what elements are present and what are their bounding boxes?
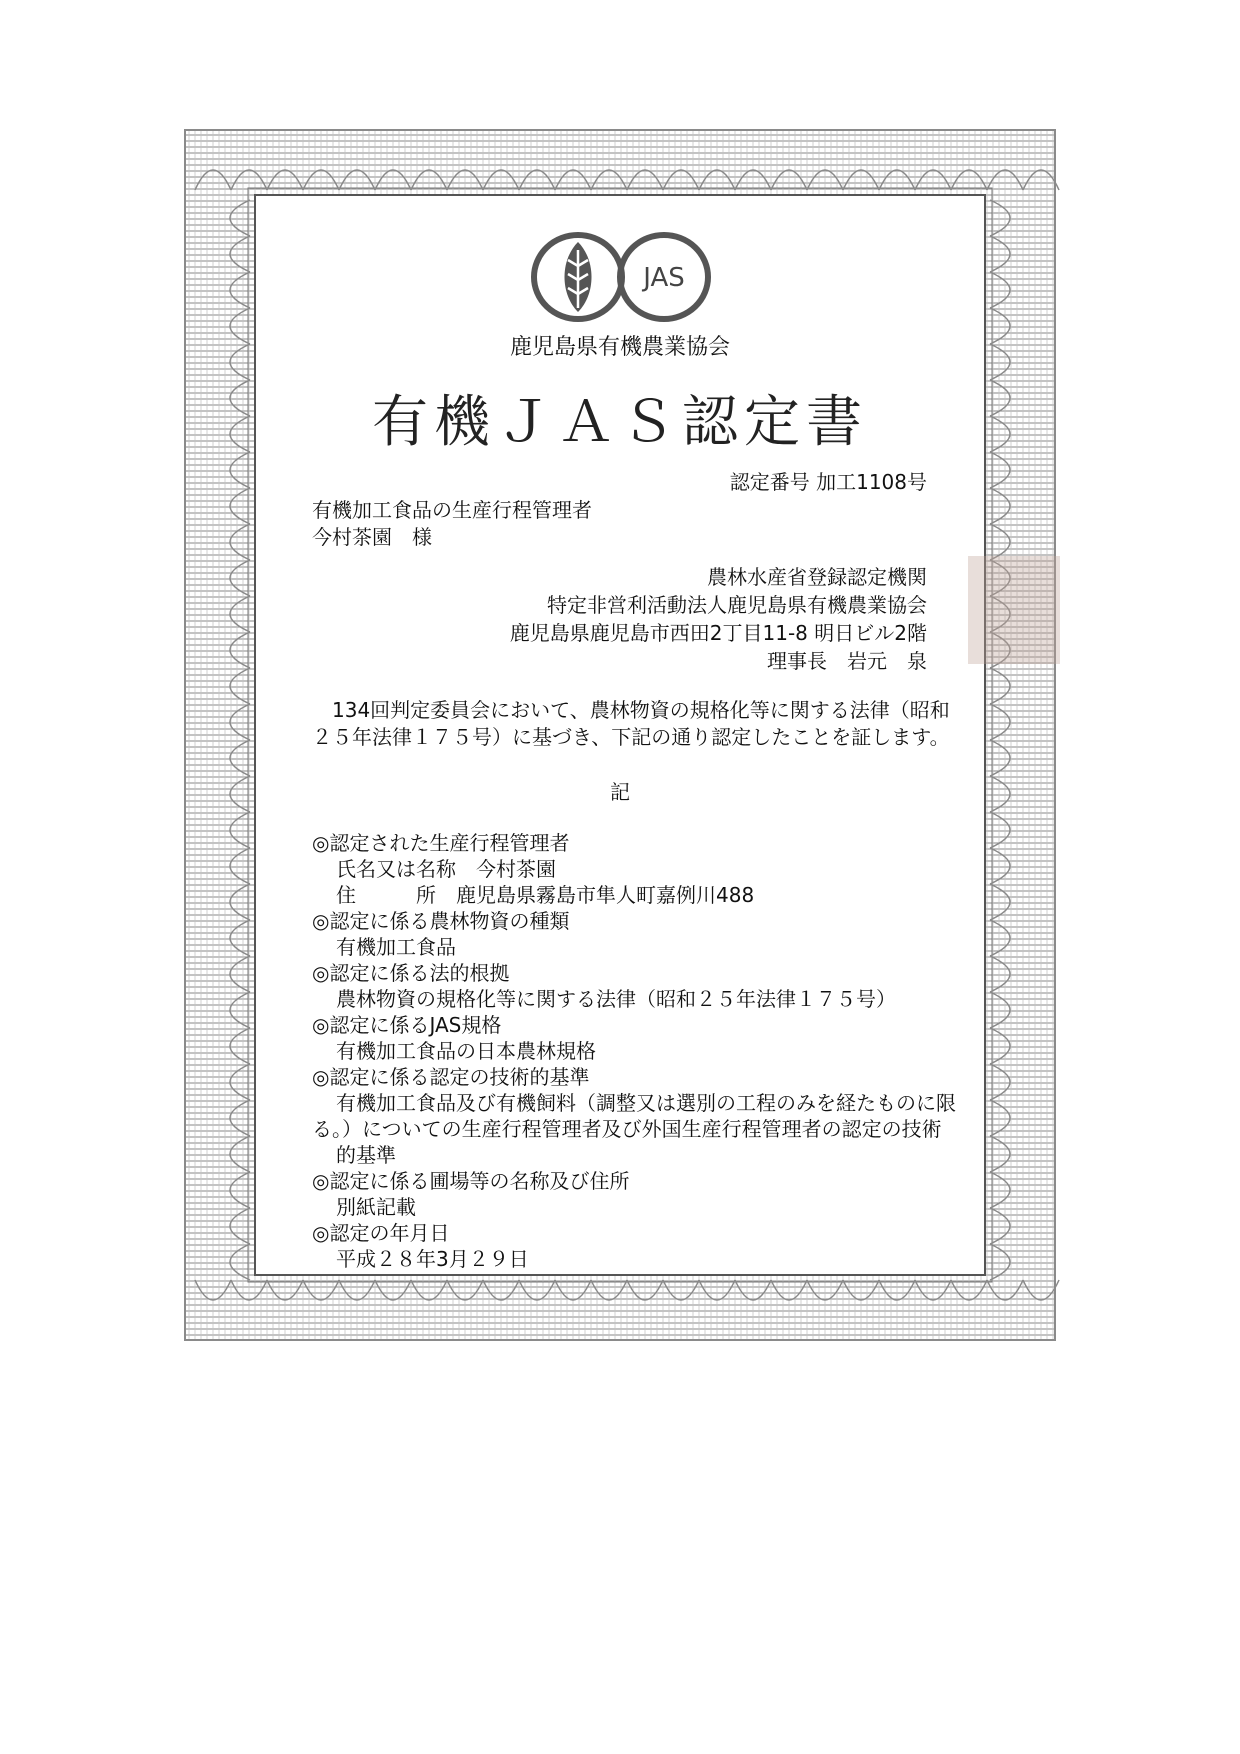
- item-2-heading: ◎認定に係る農林物資の種類: [312, 909, 570, 933]
- organization-name: 鹿児島県有機農業協会: [509, 335, 730, 360]
- item-1-heading: ◎認定された生産行程管理者: [312, 831, 570, 855]
- item-1-address: 住 所 鹿児島県霧島市隼人町嘉例川488: [336, 883, 755, 907]
- item-2-value: 有機加工食品: [336, 935, 456, 959]
- ki-marker: 記: [610, 780, 630, 804]
- item-5-value-3: 的基準: [336, 1143, 396, 1167]
- item-7-value: 平成２８年3月２９日: [336, 1247, 529, 1271]
- item-4-heading: ◎認定に係るJAS規格: [312, 1013, 502, 1037]
- item-5-value-2: る。）についての生産行程管理者及び外国生産行程管理者の認定の技術: [312, 1117, 942, 1141]
- item-5-value-1: 有機加工食品及び有機飼料（調整又は選別の工程のみを経たものに限: [336, 1091, 956, 1115]
- jas-logo-text: JAS: [643, 263, 685, 293]
- item-3-heading: ◎認定に係る法的根拠: [312, 961, 510, 985]
- item-1-name: 氏名又は名称 今村茶園: [336, 857, 556, 881]
- jas-logo: [530, 230, 712, 324]
- document-title: 有機ＪＡＳ認定書: [372, 390, 868, 455]
- item-6-heading: ◎認定に係る圃場等の名称及び住所: [312, 1169, 630, 1193]
- issuer-line-3: 鹿児島県鹿児島市西田2丁目11-8 明日ビル2階: [509, 621, 927, 645]
- official-seal: [968, 556, 1060, 664]
- certificate-number: 認定番号 加工1108号: [729, 470, 927, 494]
- recipient-name: 今村茶園 様: [312, 525, 432, 549]
- item-3-value: 農林物資の規格化等に関する法律（昭和２５年法律１７５号）: [336, 987, 896, 1011]
- issuer-line-2: 特定非営利活動法人鹿児島県有機農業協会: [547, 593, 927, 617]
- issuer-line-1: 農林水産省登録認定機関: [707, 565, 927, 589]
- item-6-value: 別紙記載: [336, 1195, 416, 1219]
- item-5-heading: ◎認定に係る認定の技術的基準: [312, 1065, 590, 1089]
- statement-line-2: ２５年法律１７５号）に基づき、下記の通り認定したことを証します。: [312, 725, 950, 749]
- issuer-line-4: 理事長 岩元 泉: [767, 649, 927, 673]
- item-4-value: 有機加工食品の日本農林規格: [336, 1039, 596, 1063]
- recipient-role: 有機加工食品の生産行程管理者: [312, 498, 592, 522]
- item-7-heading: ◎認定の年月日: [312, 1221, 450, 1245]
- statement-line-1: 134回判定委員会において、農林物資の規格化等に関する法律（昭和: [312, 698, 950, 722]
